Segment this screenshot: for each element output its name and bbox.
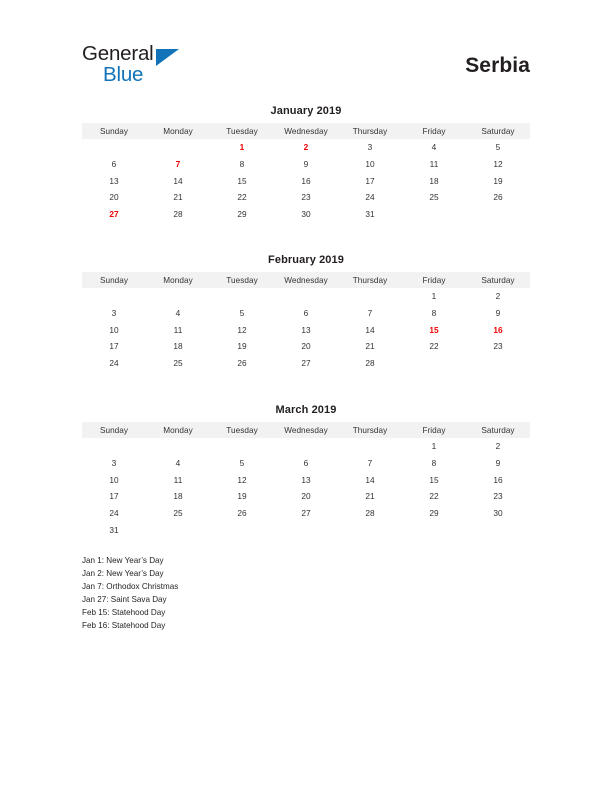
- calendar-day-holiday[interactable]: 2: [303, 142, 309, 153]
- logo-text-general: General: [82, 42, 154, 65]
- calendar-day-empty: [402, 521, 466, 538]
- page-title: Serbia: [465, 54, 530, 77]
- calendar-day[interactable]: 23: [493, 341, 503, 352]
- calendar-day-empty: [82, 438, 146, 455]
- calendar-day-empty: [210, 288, 274, 305]
- calendar-day-empty: [82, 288, 146, 305]
- calendar-day-empty: [402, 206, 466, 223]
- holiday-note-item: Jan 1: New Year’s Day: [82, 556, 164, 565]
- calendar-day[interactable]: 6: [303, 308, 309, 319]
- calendar-day[interactable]: 1: [431, 441, 437, 452]
- calendar-day[interactable]: 13: [301, 474, 311, 485]
- calendar-day[interactable]: 16: [493, 474, 503, 485]
- calendar-day[interactable]: 7: [367, 458, 373, 469]
- calendar-day[interactable]: 22: [429, 491, 439, 502]
- weekday-header-monday: Monday: [146, 123, 210, 139]
- calendar-day-empty: [338, 521, 402, 538]
- calendar-day[interactable]: 9: [495, 458, 501, 469]
- calendar-day[interactable]: 25: [173, 508, 183, 519]
- calendar-day-empty: [338, 288, 402, 305]
- calendar-day[interactable]: 7: [367, 308, 373, 319]
- month-title: February 2019: [268, 254, 344, 266]
- calendar-body: [82, 288, 530, 371]
- calendar-day[interactable]: 12: [493, 159, 503, 170]
- general-blue-logo[interactable]: [82, 42, 202, 88]
- calendar-day[interactable]: 19: [493, 175, 503, 186]
- month-block-february: [82, 254, 530, 371]
- holiday-note-item: Feb 16: Statehood Day: [82, 621, 166, 631]
- weekday-header-saturday: Saturday: [466, 422, 530, 438]
- calendar-day[interactable]: 4: [175, 458, 181, 469]
- weekday-header-wednesday: Wednesday: [274, 422, 338, 438]
- calendar-body: [82, 438, 530, 538]
- calendar-day[interactable]: 23: [493, 491, 503, 502]
- weekday-header-monday: Monday: [146, 422, 210, 438]
- calendar-day[interactable]: 18: [173, 341, 183, 352]
- calendar-day[interactable]: 31: [109, 524, 119, 535]
- calendar-day[interactable]: 12: [237, 474, 247, 485]
- weekday-header-sunday: Sunday: [82, 422, 146, 438]
- calendar-week-row: [82, 488, 530, 505]
- calendar-day[interactable]: 14: [365, 474, 375, 485]
- calendar-day[interactable]: 18: [173, 491, 183, 502]
- calendar-day-empty: [210, 438, 274, 455]
- calendar-week-row: [82, 305, 530, 322]
- weekday-header-friday: Friday: [402, 123, 466, 139]
- holiday-note-item: Feb 15: Statehood Day: [82, 608, 166, 618]
- calendar-day[interactable]: 20: [301, 491, 311, 502]
- calendar-day[interactable]: 27: [301, 508, 311, 519]
- calendar-day[interactable]: 14: [365, 324, 375, 335]
- calendar-day[interactable]: 30: [493, 508, 503, 519]
- weekday-header-thursday: Thursday: [338, 272, 402, 288]
- holiday-note-item: Jan 2: New Year’s Day: [82, 569, 164, 579]
- calendar-day[interactable]: 3: [111, 308, 117, 319]
- weekday-header-wednesday: Wednesday: [274, 272, 338, 288]
- calendar-day[interactable]: 16: [301, 175, 311, 186]
- weekday-header-friday: Friday: [402, 422, 466, 438]
- calendar-day[interactable]: 5: [239, 308, 245, 319]
- calendar-table-march: [82, 422, 530, 538]
- calendar-day[interactable]: 6: [111, 159, 117, 170]
- masthead: [82, 42, 530, 90]
- calendar-day[interactable]: 5: [239, 458, 245, 469]
- weekday-header-sunday: Sunday: [82, 123, 146, 139]
- calendar-day[interactable]: 27: [301, 358, 311, 369]
- holiday-notes-list: [82, 554, 382, 633]
- calendar-week-row: [82, 321, 530, 338]
- calendar-day[interactable]: 21: [173, 192, 183, 203]
- calendar-day-empty: [274, 288, 338, 305]
- calendar-day[interactable]: 10: [109, 474, 119, 485]
- calendar-day-empty: [146, 438, 210, 455]
- month-title: January 2019: [270, 105, 342, 117]
- calendar-day[interactable]: 19: [237, 341, 247, 352]
- calendar-day-holiday[interactable]: 7: [175, 159, 181, 170]
- calendar-week-row: [82, 189, 530, 206]
- calendar-day[interactable]: 24: [109, 508, 119, 519]
- calendar-week-row: [82, 521, 530, 538]
- calendar-day-empty: [274, 438, 338, 455]
- calendar-day[interactable]: 26: [237, 508, 247, 519]
- weekday-header-tuesday: Tuesday: [210, 422, 274, 438]
- calendar-day[interactable]: 26: [237, 358, 247, 369]
- weekday-header-row: [82, 272, 530, 288]
- calendar-day-empty: [466, 521, 530, 538]
- weekday-header-sunday: Sunday: [82, 272, 146, 288]
- calendar-day-holiday[interactable]: 16: [493, 324, 503, 335]
- calendar-day[interactable]: 25: [173, 358, 183, 369]
- calendar-day[interactable]: 26: [493, 192, 503, 203]
- calendar-body: [82, 139, 530, 222]
- calendar-day[interactable]: 29: [429, 508, 439, 519]
- weekday-header-saturday: Saturday: [466, 272, 530, 288]
- calendar-week-row: [82, 455, 530, 472]
- calendar-day[interactable]: 12: [237, 324, 247, 335]
- calendar-day[interactable]: 24: [365, 192, 375, 203]
- calendar-day-empty: [146, 288, 210, 305]
- calendar-day[interactable]: 28: [365, 508, 375, 519]
- calendar-day[interactable]: 13: [301, 324, 311, 335]
- calendar-day[interactable]: 20: [301, 341, 311, 352]
- calendar-week-row: [82, 355, 530, 372]
- calendar-day[interactable]: 10: [365, 159, 375, 170]
- calendar-day-empty: [466, 355, 530, 372]
- calendar-week-row: [82, 338, 530, 355]
- calendar-day[interactable]: 23: [301, 192, 311, 203]
- calendar-day[interactable]: 13: [109, 175, 119, 186]
- calendar-day[interactable]: 11: [173, 474, 183, 485]
- weekday-header-tuesday: Tuesday: [210, 123, 274, 139]
- calendar-day[interactable]: 22: [237, 192, 247, 203]
- calendar-day[interactable]: 9: [495, 308, 501, 319]
- calendar-day-holiday[interactable]: 15: [429, 324, 439, 335]
- calendar-week-row: [82, 172, 530, 189]
- calendar-day[interactable]: 31: [365, 209, 375, 220]
- calendar-day[interactable]: 21: [365, 341, 375, 352]
- calendar-day[interactable]: 2: [495, 291, 501, 302]
- calendar-week-row: [82, 505, 530, 522]
- calendar-day[interactable]: 11: [173, 324, 183, 335]
- calendar-day-empty: [338, 438, 402, 455]
- month-block-january: [82, 105, 530, 222]
- calendar-day[interactable]: 28: [173, 209, 183, 220]
- calendar-day-empty: [274, 521, 338, 538]
- calendar-day[interactable]: 8: [431, 308, 437, 319]
- month-block-march: [82, 404, 530, 538]
- calendar-day[interactable]: 14: [173, 175, 183, 186]
- calendar-day[interactable]: 15: [429, 474, 439, 485]
- calendar-day[interactable]: 1: [431, 291, 437, 302]
- calendar-day[interactable]: 22: [429, 341, 439, 352]
- calendar-week-row: [82, 471, 530, 488]
- holiday-note-item: Jan 7: Orthodox Christmas: [82, 582, 179, 592]
- weekday-header-row: [82, 422, 530, 438]
- calendar-day[interactable]: 4: [431, 142, 437, 153]
- calendar-week-row: [82, 288, 530, 305]
- calendar-week-row: [82, 206, 530, 223]
- calendar-day[interactable]: 6: [303, 458, 309, 469]
- weekday-header-saturday: Saturday: [466, 123, 530, 139]
- calendar-table-february: [82, 272, 530, 371]
- calendar-day[interactable]: 30: [301, 209, 311, 220]
- calendar-day[interactable]: 5: [495, 142, 501, 153]
- calendar-day[interactable]: 8: [239, 159, 245, 170]
- weekday-header-wednesday: Wednesday: [274, 123, 338, 139]
- calendar-day[interactable]: 24: [109, 358, 119, 369]
- calendar-day-holiday[interactable]: 27: [109, 209, 119, 220]
- calendar-week-row: [82, 156, 530, 173]
- blue-triangle-icon: [156, 49, 179, 66]
- weekday-header-monday: Monday: [146, 272, 210, 288]
- calendar-day-empty: [466, 206, 530, 223]
- calendar-day[interactable]: 17: [365, 175, 375, 186]
- calendar-day[interactable]: 17: [109, 341, 119, 352]
- calendar-table-january: [82, 123, 530, 222]
- calendar-day[interactable]: 21: [365, 491, 375, 502]
- weekday-header-friday: Friday: [402, 272, 466, 288]
- calendar-day[interactable]: 8: [431, 458, 437, 469]
- calendar-day-empty: [210, 521, 274, 538]
- calendar-day[interactable]: 20: [109, 192, 119, 203]
- weekday-header-row: [82, 123, 530, 139]
- calendar-week-row: [82, 438, 530, 455]
- calendar-day[interactable]: 10: [109, 324, 119, 335]
- calendar-day-empty: [402, 355, 466, 372]
- calendar-day-empty: [146, 139, 210, 156]
- calendar-day[interactable]: 11: [429, 159, 439, 170]
- month-title: March 2019: [275, 404, 337, 416]
- calendar-week-row: [82, 139, 530, 156]
- calendar-day[interactable]: 9: [303, 159, 309, 170]
- calendar-day[interactable]: 28: [365, 358, 375, 369]
- calendar-day[interactable]: 15: [237, 175, 247, 186]
- calendar-day-holiday[interactable]: 1: [239, 142, 245, 153]
- weekday-header-thursday: Thursday: [338, 422, 402, 438]
- calendar-day[interactable]: 29: [237, 209, 247, 220]
- calendar-day[interactable]: 25: [429, 192, 439, 203]
- calendar-day[interactable]: 19: [237, 491, 247, 502]
- calendar-day[interactable]: 2: [495, 441, 501, 452]
- calendar-day[interactable]: 17: [109, 491, 119, 502]
- holiday-note-item: Jan 27: Saint Sava Day: [82, 595, 167, 605]
- calendar-day[interactable]: 4: [175, 308, 181, 319]
- weekday-header-tuesday: Tuesday: [210, 272, 274, 288]
- calendar-day-empty: [82, 139, 146, 156]
- weekday-header-thursday: Thursday: [338, 123, 402, 139]
- calendar-day[interactable]: 18: [429, 175, 439, 186]
- calendar-day[interactable]: 3: [111, 458, 117, 469]
- calendar-day-empty: [146, 521, 210, 538]
- logo-text-blue: Blue: [103, 63, 144, 86]
- calendar-day[interactable]: 3: [367, 142, 373, 153]
